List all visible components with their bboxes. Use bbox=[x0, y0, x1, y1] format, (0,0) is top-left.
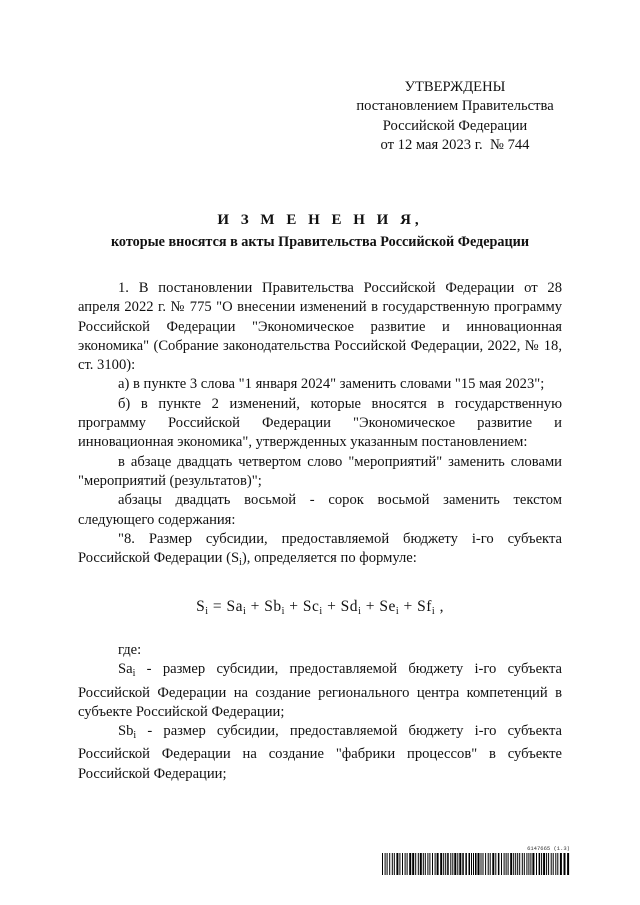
document-body bbox=[78, 279, 562, 572]
definition-sa-text: - размер субсидии, предоставляемой бюджету i-го субъекта Российской Федерации на создание регионального центра компетенций в субъекте Российской Федерации; bbox=[78, 661, 562, 720]
formula bbox=[0, 598, 640, 617]
formula-render: $S_i = Sa_i + Sb_i + Sc_i + Sd_i + Se_i + Sf_i$ , bbox=[196, 598, 444, 617]
barcode-number: 6147665 (1.3) bbox=[527, 845, 570, 852]
approval-block bbox=[340, 78, 570, 155]
paragraph-8-text-before: "8. Размер субсидии, предоставляемой бюджету i-го субъекта Российской Федерации (S bbox=[78, 530, 562, 567]
definition-sb-symbol: Sb bbox=[118, 723, 134, 740]
paragraph-b-1: в абзаце двадцать четвертом слово "мероприятий" заменить словами "мероприятий (результатов)"; bbox=[78, 453, 562, 489]
document-subtitle: которые вносятся в акты Правительства Российской Федерации bbox=[110, 234, 530, 250]
document-title: И З М Е Н Е Н И Я, bbox=[217, 212, 423, 228]
paragraph-b: б) в пункте 2 изменений, которые вносятся в государственную программу Российской Федерации "Экономическое развитие и инновационная экономика", утвержденных указанным постановлением: bbox=[78, 395, 562, 451]
approved-date-line: от 12 мая 2023 г. № 744 bbox=[380, 136, 530, 153]
definition-sb bbox=[78, 722, 562, 784]
definition-sa-subscript: i bbox=[132, 668, 136, 680]
definition-sb-subscript: i bbox=[133, 730, 137, 742]
barcode-block bbox=[380, 845, 570, 875]
definition-sa bbox=[78, 660, 562, 722]
paragraph-8-text-after: ), определяется по формуле: bbox=[241, 550, 417, 567]
paragraph-8 bbox=[78, 530, 562, 573]
document-body-continued bbox=[78, 641, 562, 784]
approved-country-line: Российской Федерации bbox=[382, 117, 528, 134]
paragraph-1: 1. В постановлении Правительства Российской Федерации от 28 апреля 2022 г. № 775 "О внесении изменений в государственную программу Российской Федерации "Экономическое развитие и инновационная экономика" (Собрание законодательства Российской Федерации, 2022, № 18, ст. 3100): bbox=[78, 280, 562, 374]
definition-sa-symbol: Sa bbox=[118, 661, 133, 678]
approved-label: УТВЕРЖДЕНЫ bbox=[404, 79, 506, 95]
paragraph-8-subscript: i bbox=[239, 557, 242, 569]
definition-sb-text: - размер субсидии, предоставляемой бюджету i-го субъекта Российской Федерации на создание "фабрики процессов" в субъекте Российской Федерации; bbox=[78, 723, 562, 782]
approved-by-line: постановлением Правительства bbox=[356, 98, 554, 115]
where-line: где: bbox=[118, 642, 142, 658]
paragraph-a: а) в пункте 3 слова "1 января 2024" заменить словами "15 мая 2023"; bbox=[118, 376, 545, 393]
barcode-image bbox=[382, 853, 570, 875]
paragraph-b-2: абзацы двадцать восьмой - сорок восьмой заменить текстом следующего содержания: bbox=[78, 492, 562, 528]
